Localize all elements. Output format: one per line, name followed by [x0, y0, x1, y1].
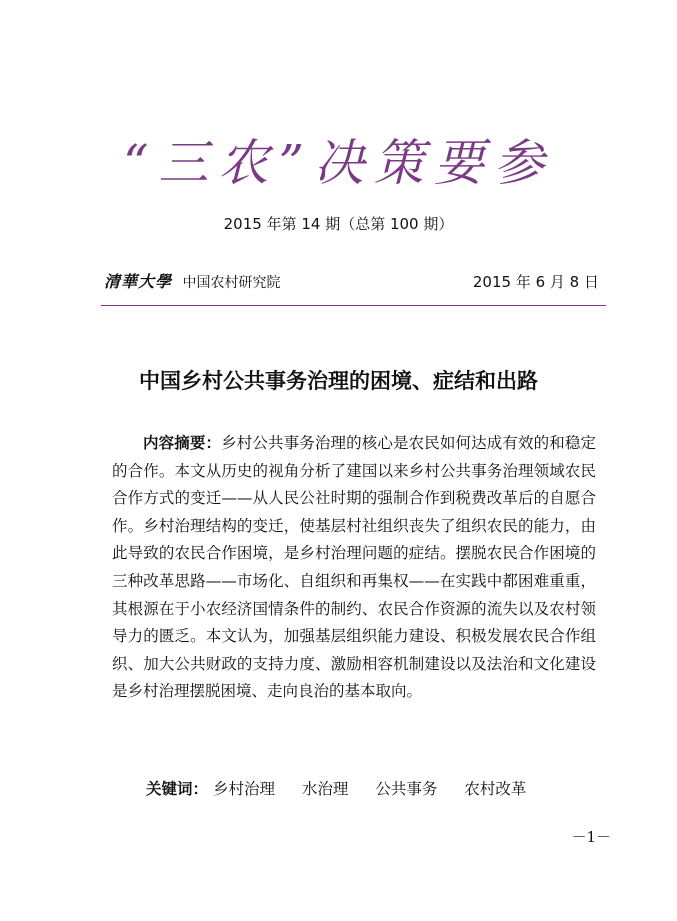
page-number: －1－: [571, 828, 611, 846]
header-divider: [101, 305, 606, 306]
issue-number: 2015 年第 14 期（总第 100 期）: [223, 215, 454, 233]
keyword: 乡村治理: [212, 780, 275, 798]
keyword: 公共事务: [375, 780, 438, 798]
abstract-label: 内容摘要：: [143, 434, 222, 452]
abstract-text: 乡村公共事务治理的核心是农民如何达成有效的和稳定的合作。本文从历史的视角分析了建国以来乡村公共事务治理领域农民合作方式的变迁——从人民公社时期的强制合作到税费改革后的自愿合作。乡村治理结构的变迁，使基层村社组织丧失了组织农民的能力，由此导致的农民合作困境，是乡村治理问题的症结。摆脱农民合作困境的三种改革思路——市场化、自组织和再集权——在实践中都困难重重，其根源在于小农经济国情条件的制约、农民合作资源的流失以及农村领导力的匮乏。本文认为，加强基层组织能力建设、积极发展农民合作组织、加大公共财政的支持力度、激励相容机制建设以及法治和文化建设是乡村治理摆脱困境、走向良治的基本取向。: [112, 434, 596, 701]
keywords: [146, 776, 548, 803]
keywords-label: 关键词：: [146, 780, 209, 798]
publication-date: 2015 年 6 月 8 日: [472, 273, 599, 291]
institution-header: [104, 270, 280, 294]
institution-name: 中国农村研究院: [182, 275, 281, 291]
keyword: 水治理: [301, 780, 349, 798]
masthead-title: “三农”决策要参: [122, 134, 555, 192]
keyword: 农村改革: [464, 780, 527, 798]
university-logo: 清華大學: [104, 272, 173, 291]
article-title: 中国乡村公共事务治理的困境、症结和出路: [139, 369, 538, 393]
abstract: [112, 430, 596, 706]
